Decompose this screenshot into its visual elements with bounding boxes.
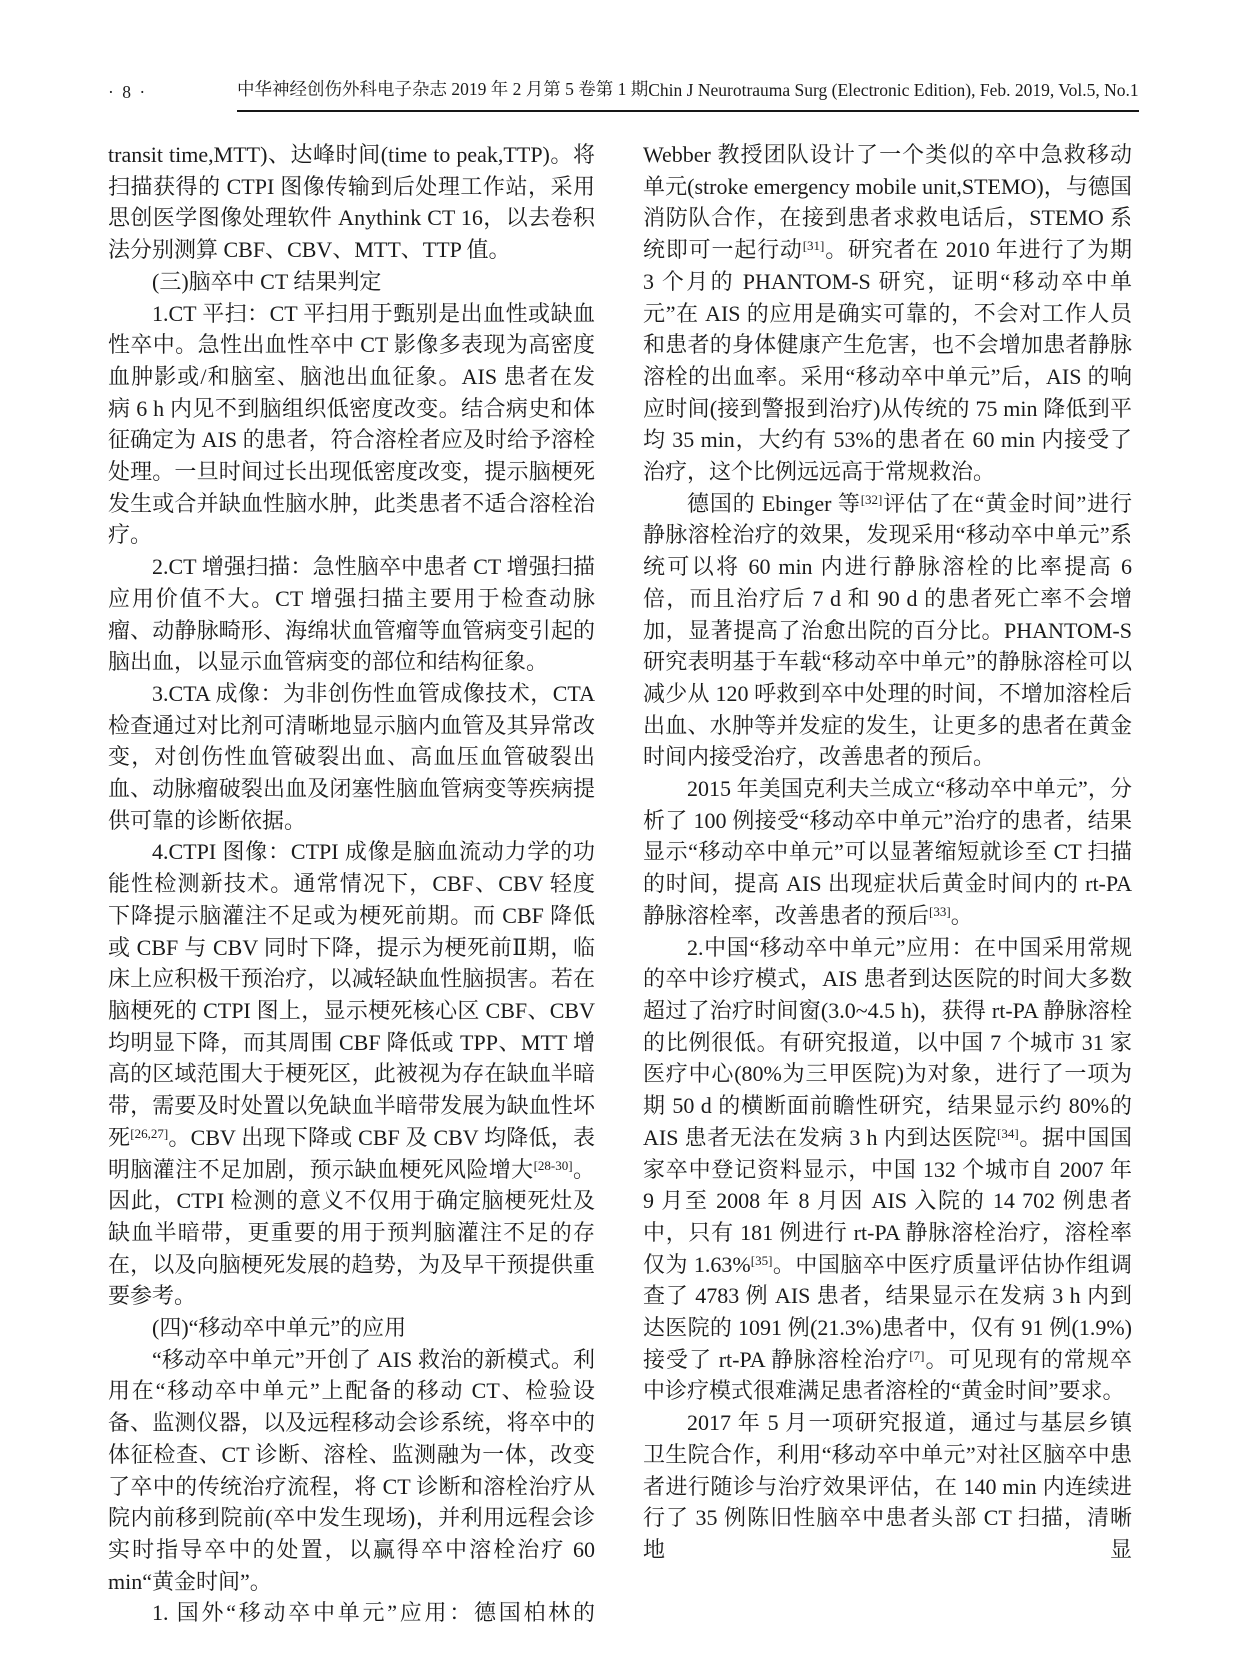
- paragraph: 2.中国“移动卒中单元”应用：在中国采用常规的卒中诊疗模式，AIS 患者到达医院的时间大多数超过了治疗时间窗(3.0~4.5 h)，获得 rt-PA 静脉溶栓的比例很低。有研究报道，以中国 7 个城市 31 家医疗中心(80%为三甲医院)为对象，进行了一项为期 50 d 的横断面前瞻性研究，结果显示约 80%的 AIS 患者无法在发病 3 h 内到达医院[34]。据中国国家卒中登记资料显示，中国 132 个城市自 2007 年 9 月至 2008 年 8 月因 AIS 入院的 14 702 例患者中，只有 181 例进行 rt-PA 静脉溶栓治疗，溶栓率仅为 1.63%[35]。中国脑卒中医疗质量评估协作组调查了 4783 例 AIS 患者，结果显示在发病 3 h 内到达医院的 1091 例(21.3%)患者中，仅有 91 例(1.9%)接受了 rt-PA 静脉溶栓治疗[7]。可见现有的常规卒中诊疗模式很难满足患者溶栓的“黄金时间”要求。: [643, 934, 1132, 1404]
- page-header: [108, 76, 1139, 112]
- journal-title-line: [237, 76, 1139, 112]
- paragraph: 1.CT 平扫：CT 平扫用于甄别是出血性或缺血性卒中。急性出血性卒中 CT 影像多表现为高密度血肿影或/和脑室、脑池出血征象。AIS 患者在发病 6 h 内见不到脑组织低密度改变。结合病史和体征确定为 AIS 的患者，符合溶栓者应及时给予溶栓处理。一旦时间过长出现低密度改变，提示脑梗死发生或合并缺血性脑水肿，此类患者不适合溶栓治疗。: [108, 300, 595, 548]
- page-number: · 8 ·: [108, 82, 148, 102]
- paragraph: (三)脑卒中 CT 结果判定: [152, 268, 382, 294]
- journal-title-cn: 中华神经创伤外科电子杂志 2019 年 2 月第 5 卷第 1 期: [237, 79, 649, 99]
- paragraph: 1. 国外“移动卒中单元”应用：德国柏林的: [152, 1600, 595, 1626]
- citation-ref: [32]: [860, 491, 883, 507]
- journal-title-en: Chin J Neurotrauma Surg (Electronic Edition), Feb. 2019, Vol.5, No.1: [648, 80, 1139, 100]
- paragraph: “移动卒中单元”开创了 AIS 救治的新模式。利用在“移动卒中单元”上配备的移动 CT、检验设备、监测仪器，以及远程移动会诊系统，将卒中的体征检查、CT 诊断、溶栓、监测融为一体，改变了卒中的传统治疗流程，将 CT 诊断和溶栓治疗从院内前移到院前(卒中发生现场)，并利用远程会诊实时指导卒中的处置，以赢得卒中溶栓治疗 60 min“黄金时间”。: [108, 1346, 595, 1594]
- paragraph: 3.CTA 成像：为非创伤性血管成像技术，CTA 检查通过对比剂可清晰地显示脑内血管及其异常改变，对创伤性血管破裂出血、高血压血管破裂出血、动脉瘤破裂出血及闭塞性脑血管病变等疾病提供可靠的诊断依据。: [108, 680, 595, 833]
- citation-ref: [33]: [929, 903, 951, 919]
- citation-ref: [31]: [802, 238, 825, 254]
- citation-ref: [26,27]: [130, 1125, 169, 1141]
- citation-ref: [7]: [909, 1347, 925, 1363]
- citation-ref: [28-30]: [533, 1157, 573, 1173]
- paragraph: 2.CT 增强扫描：急性脑卒中患者 CT 增强扫描应用价值不大。CT 增强扫描主要用于检查动脉瘤、动静脉畸形、海绵状血管瘤等血管病变引起的脑出血，以显示血管病变的部位和结构征象。: [108, 554, 595, 675]
- paragraph: transit time,MTT)、达峰时间(time to peak,TTP)。将扫描获得的 CTPI 图像传输到后处理工作站，采用思创医学图像处理软件 Anythink CT 16，以去卷积法分别测算 CBF、CBV、MTT、TTP 值。: [108, 142, 595, 263]
- paragraph: 4.CTPI 图像：CTPI 成像是脑血流动力学的功能性检测新技术。通常情况下，CBF、CBV 轻度下降提示脑灌注不足或为梗死前期。而 CBF 降低或 CBF 与 CBV 同时下降，提示为梗死前Ⅱ期，临床上应积极干预治疗，以减轻缺血性脑损害。若在脑梗死的 CTPI 图上，显示梗死核心区 CBF、CBV 均明显下降，而其周围 CBF 降低或 TPP、MTT 增高的区域范围大于梗死区，此被视为存在缺血半暗带，需要及时处置以免缺血半暗带发展为缺血性坏死[26,27]。CBV 出现下降或 CBF 及 CBV 均降低，表明脑灌注不足加剧，预示缺血梗死风险增大[28-30]。因此，CTPI 检测的意义不仅用于确定脑梗死灶及缺血半暗带，更重要的用于预判脑灌注不足的存在，以及向脑梗死发展的趋势，为及早干预提供重要参考。: [108, 839, 595, 1309]
- citation-ref: [35]: [750, 1252, 773, 1268]
- paragraph: 德国的 Ebinger 等[32]评估了在“黄金时间”进行静脉溶栓治疗的效果，发现采用“移动卒中单元”系统可以将 60 min 内进行静脉溶栓的比率提高 6 倍，而且治疗后 7 d 和 90 d 的患者死亡率不会增加，显著提高了治愈出院的百分比。PHANTOM-S 研究表明基于车载“移动卒中单元”的静脉溶栓可以减少从 120 呼救到卒中处理的时间，不增加溶栓后出血、水肿等并发症的发生，让更多的患者在黄金时间内接受治疗，改善患者的预后。: [643, 490, 1132, 770]
- right-column: [643, 139, 1132, 1566]
- paragraph: 2015 年美国克利夫兰成立“移动卒中单元”，分析了 100 例接受“移动卒中单元”治疗的患者，结果显示“移动卒中单元”可以显著缩短就诊至 CT 扫描的时间，提高 AIS 出现症状后黄金时间内的 rt-PA 静脉溶栓率，改善患者的预后[33]。: [643, 776, 1132, 928]
- left-column: [108, 139, 595, 1629]
- paragraph: (四)“移动卒中单元”的应用: [152, 1315, 407, 1341]
- paragraph: Webber 教授团队设计了一个类似的卒中急救移动单元(stroke emergency mobile unit,STEMO)，与德国消防队合作，在接到患者求救电话后，STEMO 系统即可一起行动[31]。研究者在 2010 年进行了为期 3 个月的 PHANTOM-S 研究，证明“移动卒中单元”在 AIS 的应用是确实可靠的，不会对工作人员和患者的身体健康产生危害，也不会增加患者静脉溶栓的出血率。采用“移动卒中单元”后，AIS 的响应时间(接到警报到治疗)从传统的 75 min 降低到平均 35 min，大约有 53%的患者在 60 min 内接受了治疗，这个比例远远高于常规救治。: [643, 142, 1132, 485]
- citation-ref: [34]: [997, 1125, 1019, 1141]
- paragraph: 2017 年 5 月一项研究报道，通过与基层乡镇卫生院合作，利用“移动卒中单元”对社区脑卒中患者进行随诊与治疗效果评估，在 140 min 内连续进行了 35 例陈旧性脑卒中患者头部 CT 扫描，清晰地显: [643, 1410, 1132, 1562]
